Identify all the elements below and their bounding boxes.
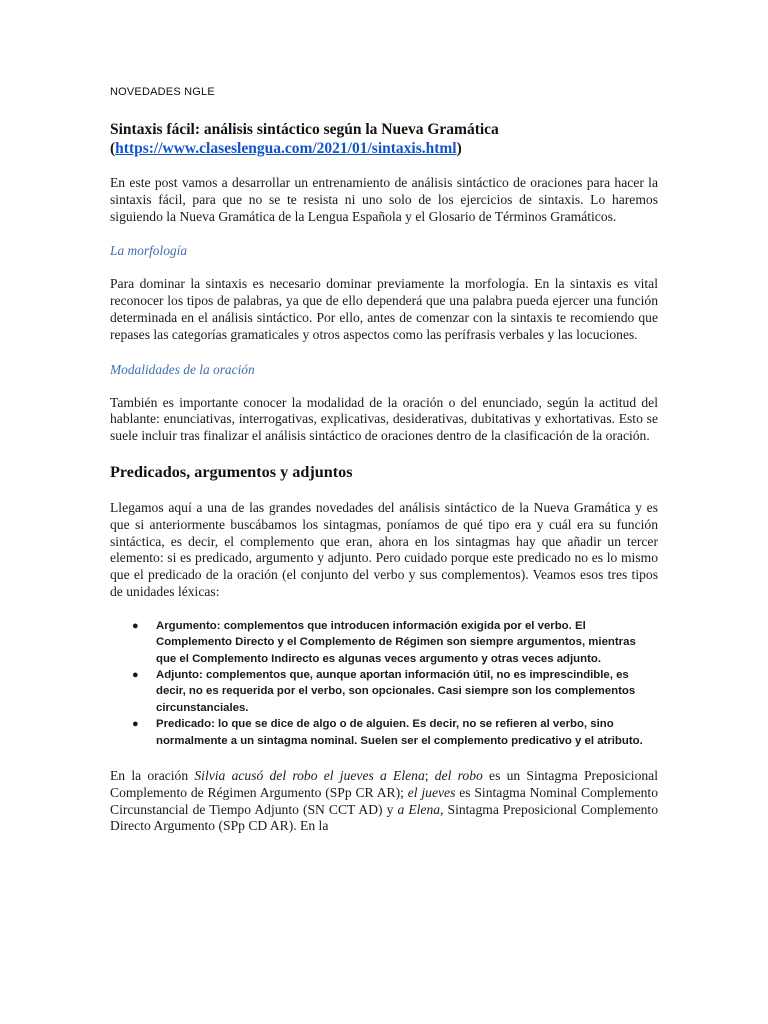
example-paragraph — [110, 768, 658, 835]
bullet-icon: ● — [132, 718, 139, 731]
example-phrase: el jueves — [407, 784, 456, 800]
section-label: NOVEDADES NGLE — [110, 86, 215, 98]
bullet-icon: ● — [132, 619, 139, 632]
bullet-icon: ● — [132, 668, 139, 681]
example-phrase: a Elena — [397, 801, 441, 817]
section-heading: Predicados, argumentos y adjuntos — [110, 462, 353, 481]
list-item-text: Predicado: lo que se dice de algo o de alguien. Es decir, no se refieren al verbo, sino normalmente a un sintagma nominal. Suelen ser el complemento predicativo y el atributo. — [156, 718, 643, 747]
link-open-paren: ( — [110, 140, 116, 157]
example-sentence: Silvia acusó del robo el jueves a Elena — [194, 768, 425, 783]
example-phrase: del robo — [434, 768, 483, 783]
morfologia-paragraph: Para dominar la sintaxis es necesario dominar previamente la morfología. En la sintaxis es vital reconocer los tipos de palabras, ya que de ello dependerá que una palabra pueda ejercer una función determinada en el análisis sintáctico. Por ello, antes de comenzar con la sintaxis te recomiendo que repases las categorías gramaticales y otros aspectos como las perífrasis verbales y las locuciones. — [110, 276, 658, 342]
modalidades-paragraph: También es importante conocer la modalidad de la oración o del enunciado, según la actitud del hablante: enunciativas, interrogativas, explicativas, desiderativas, dubitativas y exhortativas. Esto se suele incluir tras finalizar el análisis sintáctico de oraciones dentro de la clasificación de la oración. — [110, 394, 658, 444]
list-item — [132, 667, 658, 716]
link-close-paren: ) — [456, 140, 462, 157]
list-item-text: Argumento: complementos que introducen información exigida por el verbo. El Complemento Directo y el Complemento de Régimen son siempre argumentos, mientras que el Complemento Indirecto es algunas veces argumento y otras veces adjunto. — [156, 619, 636, 665]
intro-paragraph: En este post vamos a desarrollar un entrenamiento de análisis sintáctico de oraciones para hacer la sintaxis fácil, para que no se te resista ni uno solo de los ejercicios de sintaxis. Lo haremos siguiendo la Nueva Gramática de la Lengua Española y el Glosario de Términos Gramáticos. — [110, 175, 658, 224]
example-text: es Sintagma Nominal Complemento Circunstancial de Tiempo Adjunto (SN CCT AD) y — [110, 784, 658, 817]
example-text: es un Sintagma Preposicional Complemento de Régimen Argumento (SPp CR AR); — [110, 768, 658, 800]
example-text: , Sintagma Preposicional Complemento Directo Argumento (SPp CD AR). En la — [110, 801, 659, 834]
definitions-list — [110, 618, 658, 749]
subheading-morfologia: La morfología — [110, 243, 188, 259]
source-link-line — [110, 139, 658, 158]
list-item — [132, 618, 658, 667]
article-title: Sintaxis fácil: análisis sintáctico según la Nueva Gramática — [110, 121, 499, 138]
example-text: ; — [424, 768, 435, 783]
list-item — [132, 716, 658, 749]
source-link[interactable]: https://www.claseslengua.com/2021/01/sintaxis.html — [115, 140, 457, 157]
predicados-paragraph: Llegamos aquí a una de las grandes novedades del análisis sintáctico de la Nueva Gramática y es que si anteriormente buscábamos los sintagmas, poníamos de qué tipo era y cuál era su función sintáctica, es decir, el complemento que eran, ahora en los sintagmas hay que añadir un tercer elemento: si es predicado, argumento y adjunto. Pero cuidado porque este predicado no es lo mismo que el predicado de la oración (el conjunto del verbo y sus complementos). Veamos esos tres tipos de unidades léxicas: — [110, 499, 658, 599]
example-text: En la oración — [110, 768, 195, 783]
subheading-modalidades: Modalidades de la oración — [110, 361, 255, 377]
list-item-text: Adjunto: complementos que, aunque aportan información útil, no es imprescindible, es decir, no es requerida por el verbo, son opcionales. Casi siempre son los complementos circunstanciales. — [156, 668, 636, 714]
